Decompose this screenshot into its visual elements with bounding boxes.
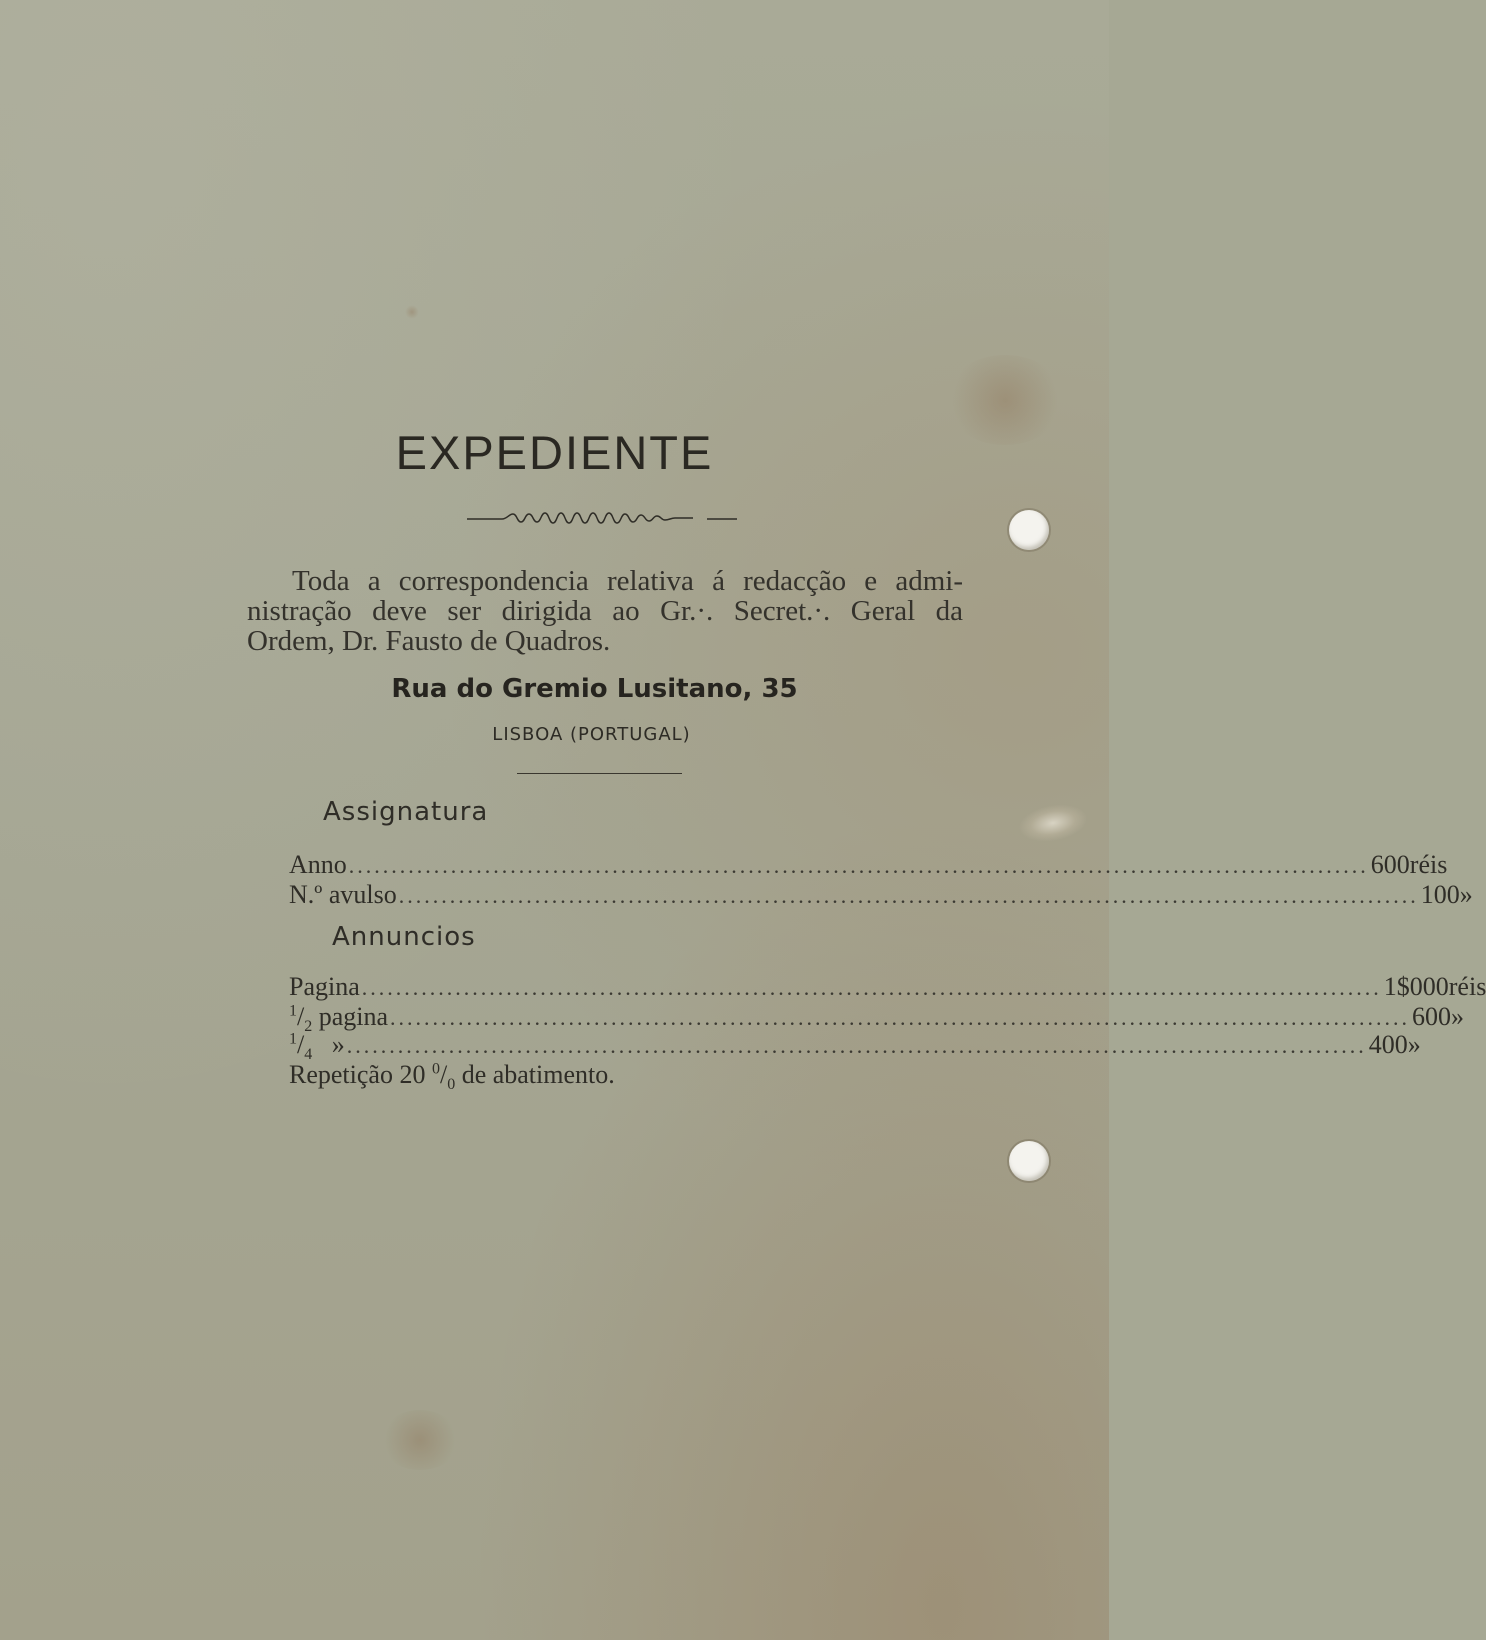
notice-line: Ordem, Dr. Fausto de Quadros. [247, 625, 611, 657]
price-unit: » [1407, 1030, 1421, 1059]
percent-sub: 0 [447, 1076, 456, 1094]
price-row [289, 1030, 1421, 1064]
binder-hole-bottom [1009, 1141, 1049, 1181]
street-address: Rua do Gremio Lusitano, 35 [391, 674, 798, 704]
paper-tear [1015, 799, 1090, 847]
price-amount: 400 [1368, 1030, 1408, 1059]
dot-leader: ........................................................................................................................ [361, 975, 1382, 1000]
subscription-heading: Assignatura [323, 797, 489, 827]
wavy-flourish-divider [467, 510, 737, 526]
city-country: LISBOA (PORTUGAL) [492, 724, 691, 745]
price-label: Anno [289, 850, 347, 879]
paper-stain [380, 1410, 460, 1470]
price-label: $^1/_4$ » [289, 1030, 345, 1064]
price-unit: réis [1448, 972, 1486, 1001]
fraction-numerator: 1 [289, 1030, 297, 1048]
repetition-text: Repetição 20 [289, 1060, 426, 1089]
fraction-numerator: 1 [289, 1002, 297, 1020]
binder-hole-top [1009, 510, 1049, 550]
price-row [289, 972, 1486, 1004]
price-label-text: » [312, 1030, 345, 1059]
price-label: $^1/_2$ pagina [289, 1002, 389, 1036]
price-label-text: pagina [312, 1002, 389, 1031]
price-label: Pagina [289, 972, 360, 1001]
dot-leader: ........................................................................................................................ [348, 853, 1369, 878]
dot-leader: ........................................................................................................................ [398, 883, 1419, 908]
page-title: EXPEDIENTE [395, 426, 714, 479]
price-amount: 1$000 [1383, 972, 1449, 1001]
notice-line: nistração deve ser dirigida ao Gr.·. Secret.·. Geral da [247, 595, 963, 627]
horizontal-rule [517, 773, 682, 774]
dot-leader: ........................................................................................................................ [346, 1033, 1367, 1058]
price-amount: 600 [1370, 850, 1410, 879]
fraction-denominator: 4 [304, 1046, 313, 1064]
fraction-denominator: 2 [304, 1018, 313, 1036]
percent-sup: 0 [431, 1060, 440, 1078]
price-unit: » [1459, 880, 1473, 909]
price-unit: » [1451, 1002, 1465, 1031]
price-amount: 600 [1412, 1002, 1452, 1031]
repetition-text: de abatimento. [455, 1060, 615, 1089]
ads-heading: Annuncios [332, 922, 476, 952]
price-row [289, 850, 1448, 882]
notice-line: Toda a correspondencia relativa á redacção e admi- [292, 565, 963, 597]
correspondence-notice [247, 566, 963, 656]
price-row [289, 880, 1473, 912]
dot-leader: ........................................................................................................................ [390, 1005, 1411, 1030]
price-unit: réis [1409, 850, 1448, 879]
paper-stain [405, 305, 419, 319]
repetition-discount-note: Repetição 20 $^0/_0$ de abatimento. [289, 1060, 615, 1094]
price-amount: 100 [1420, 880, 1460, 909]
price-label: N.º avulso [289, 880, 397, 909]
